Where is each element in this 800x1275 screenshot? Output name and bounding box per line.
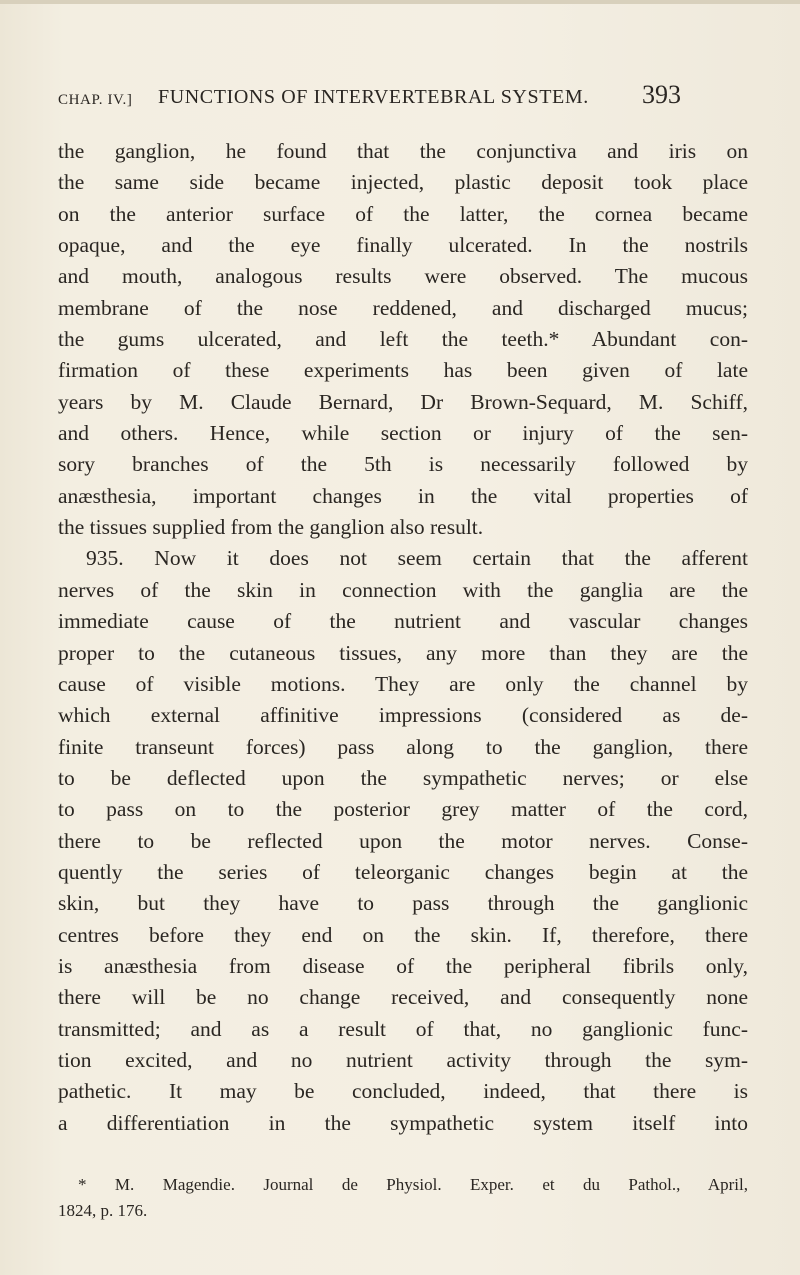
page-top-edge: [0, 0, 800, 4]
text-line: the gums ulcerated, and left the teeth.* Abundant con-: [58, 327, 748, 352]
chapter-label: CHAP. IV.]: [58, 92, 133, 108]
text-line: a differentiation in the sympathetic system itself into: [58, 1110, 748, 1135]
text-line: there will be no change received, and consequently none: [58, 985, 748, 1010]
text-line: which external affinitive impressions (considered as de-: [58, 703, 748, 728]
text-line: and mouth, analogous results were observed. The mucous: [58, 264, 748, 289]
running-title: FUNCTIONS OF INTERVERTEBRAL SYSTEM.: [158, 86, 589, 108]
text-line: firmation of these experiments has been given of late: [58, 358, 748, 383]
text-line: the tissues supplied from the ganglion also result.: [58, 515, 484, 540]
footnote-line: * M. Magendie. Journal de Physiol. Exper. et du Pathol., April,: [78, 1175, 748, 1194]
running-header: [58, 80, 738, 116]
text-line: the same side became injected, plastic deposit took place: [58, 170, 748, 195]
text-line: skin, but they have to pass through the ganglionic: [58, 891, 748, 916]
text-line: immediate cause of the nutrient and vascular changes: [58, 609, 748, 634]
text-line: 935. Now it does not seem certain that the afferent: [86, 546, 748, 571]
text-line: the ganglion, he found that the conjunctiva and iris on: [58, 139, 748, 163]
text-line: membrane of the nose reddened, and discharged mucus;: [58, 295, 748, 320]
text-line: anæsthesia, important changes in the vital properties of: [58, 483, 748, 508]
text-line: tion excited, and no nutrient activity through the sym-: [58, 1047, 748, 1072]
text-line: to be deflected upon the sympathetic nerves; or else: [58, 765, 748, 790]
footnote: [58, 1172, 748, 1224]
footnote-line: 1824, p. 176.: [58, 1201, 148, 1220]
text-line: pathetic. It may be concluded, indeed, that there is: [58, 1079, 748, 1104]
text-line: years by M. Claude Bernard, Dr Brown-Sequard, M. Schiff,: [58, 389, 748, 414]
body-text: [58, 136, 748, 1139]
text-line: quently the series of teleorganic changes begin at the: [58, 859, 748, 884]
text-line: cause of visible motions. They are only the channel by: [58, 671, 748, 696]
page-number: 393: [642, 80, 681, 109]
text-line: nerves of the skin in connection with the ganglia are the: [58, 577, 748, 602]
text-line: finite transeunt forces) pass along to the ganglion, there: [58, 734, 748, 759]
text-line: to pass on to the posterior grey matter of the cord,: [58, 797, 748, 822]
text-line: sory branches of the 5th is necessarily followed by: [58, 452, 748, 477]
text-line: centres before they end on the skin. If, therefore, there: [58, 922, 748, 947]
text-line: on the anterior surface of the latter, the cornea became: [58, 201, 748, 226]
text-line: proper to the cutaneous tissues, any more than they are the: [58, 640, 748, 665]
text-line: is anæsthesia from disease of the peripheral fibrils only,: [58, 953, 748, 978]
text-line: opaque, and the eye finally ulcerated. In the nostrils: [58, 233, 748, 258]
text-line: and others. Hence, while section or injury of the sen-: [58, 421, 748, 446]
text-line: there to be reflected upon the motor nerves. Conse-: [58, 828, 748, 853]
text-line: transmitted; and as a result of that, no ganglionic func-: [58, 1016, 748, 1041]
